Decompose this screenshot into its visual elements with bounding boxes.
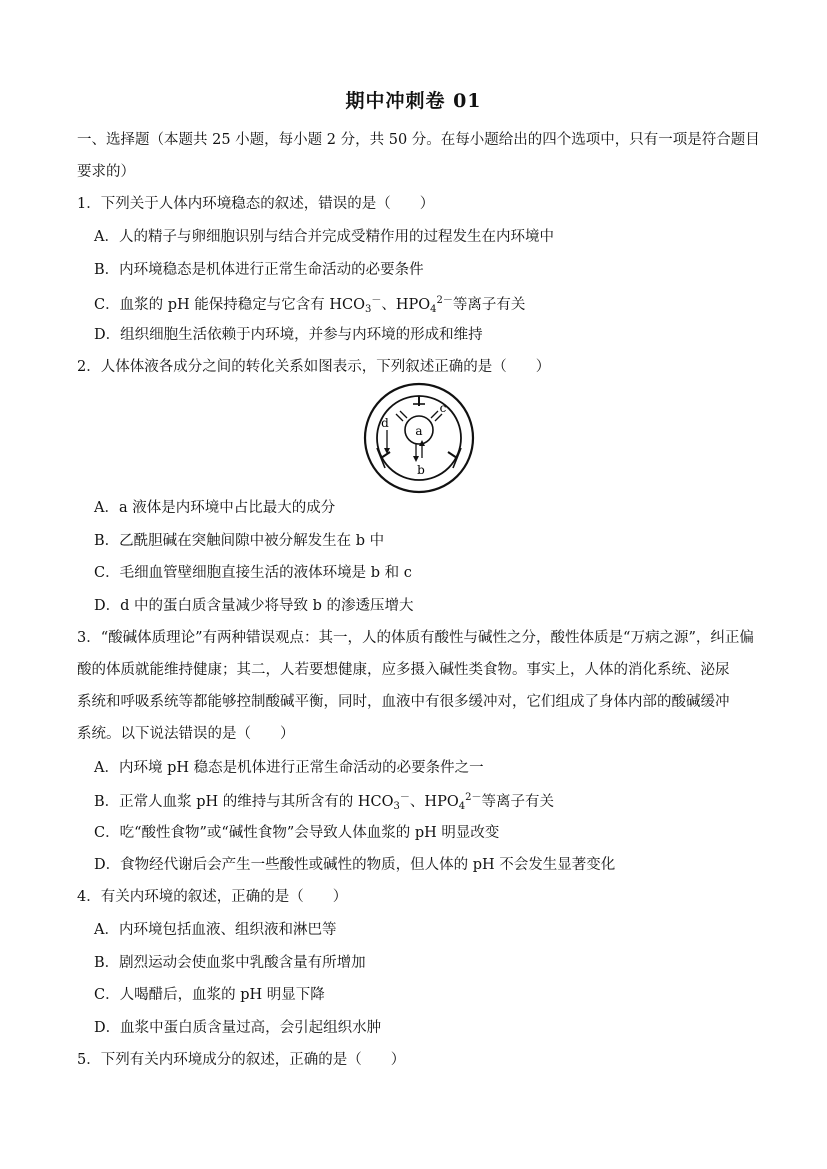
body-fluid-diagram — [363, 382, 475, 494]
left-wall — [381, 452, 390, 458]
question-3-option-b: B．正常人血浆 pH 的维持与其所含有的 $HCO_3^-$、$HPO_4^{2-}$等离子有关 — [94, 792, 554, 812]
question-3-option-c: C．吃“酸性食物”或“碱性食物”会导致人体血浆的 pH 明显改变 — [94, 825, 500, 841]
question-2-option-c: C．毛细血管壁细胞直接生活的液体环境是 b 和 c — [94, 565, 412, 581]
left-wall-cap — [377, 448, 385, 468]
right-wall — [448, 452, 457, 458]
label-d: d — [381, 416, 389, 430]
arrow-a-b-head — [413, 456, 419, 462]
question-2-option-d: D．d 中的蛋白质含量减少将导致 b 的渗透压增大 — [94, 598, 414, 614]
question-1-option-d: D．组织细胞生活依赖于内环境，并参与内环境的形成和维持 — [94, 327, 483, 343]
question-3-option-d: D．食物经代谢后会产生一些酸性或碱性的物质，但人体的 pH 不会发生显著变化 — [94, 857, 616, 873]
question-3-stem-line3: 系统和呼吸系统等都能够控制酸碱平衡，同时，血液中有很多缓冲对，它们组成了身体内部的酸碱缓冲 — [77, 694, 730, 710]
question-3-stem-line1: 3．“酸碱体质理论”有两种错误观点：其一，人的体质有酸性与碱性之分，酸性体质是“万病之源”，纠正偏 — [77, 630, 754, 646]
page-title: 期中冲刺卷 01 — [345, 90, 482, 112]
arrow-a-d — [400, 411, 407, 418]
label-b: b — [417, 463, 425, 477]
question-4-option-d: D．血浆中蛋白质含量过高，会引起组织水肿 — [94, 1020, 382, 1036]
arrow-c-a — [435, 414, 442, 421]
question-2-stem: 2．人体体液各成分之间的转化关系如图表示，下列叙述正确的是（ ） — [77, 359, 551, 375]
right-wall-cap — [453, 448, 461, 468]
question-4-option-a: A．内环境包括血液、组织液和淋巴等 — [94, 922, 337, 938]
question-4-stem: 4．有关内环境的叙述，正确的是（ ） — [77, 889, 348, 905]
question-1-option-a: A．人的精子与卵细胞识别与结合并完成受精作用的过程发生在内环境中 — [94, 229, 554, 245]
question-2-option-b: B．乙酰胆碱在突触间隙中被分解发生在 b 中 — [94, 533, 385, 549]
question-4-option-b: B．剧烈运动会使血浆中乳酸含量有所增加 — [94, 955, 366, 971]
question-1-stem: 1．下列关于人体内环境稳态的叙述，错误的是（ ） — [77, 196, 435, 212]
arrow-d-a — [396, 414, 403, 421]
question-1-option-b: B．内环境稳态是机体进行正常生命活动的必要条件 — [94, 262, 424, 278]
question-2-option-a: A．a 液体是内环境中占比最大的成分 — [94, 500, 336, 516]
arrow-a-c — [431, 411, 438, 418]
question-3-stem-line2: 酸的体质就能维持健康；其二，人若要想健康，应多摄入碱性类食物。事实上，人体的消化系统、泌尿 — [77, 662, 730, 678]
question-5-stem: 5．下列有关内环境成分的叙述，正确的是（ ） — [77, 1052, 406, 1068]
question-3-option-a: A．内环境 pH 稳态是机体进行正常生命活动的必要条件之一 — [94, 760, 484, 776]
section-heading-line1: 一、选择题（本题共 25 小题，每小题 2 分，共 50 分。在每小题给出的四个选项中，只有一项是符合题目 — [77, 132, 760, 148]
question-4-option-c: C．人喝醋后，血浆的 pH 明显下降 — [94, 987, 325, 1003]
question-1-option-c: C．血浆的 pH 能保持稳定与它含有 $HCO_3^-$、$HPO_4^{2-}$等离子有关 — [94, 295, 526, 315]
label-a: a — [415, 424, 423, 438]
question-3-stem-line4: 系统。以下说法错误的是（ ） — [77, 726, 295, 742]
section-heading-line2: 要求的） — [77, 164, 135, 180]
label-c: c — [439, 401, 447, 415]
